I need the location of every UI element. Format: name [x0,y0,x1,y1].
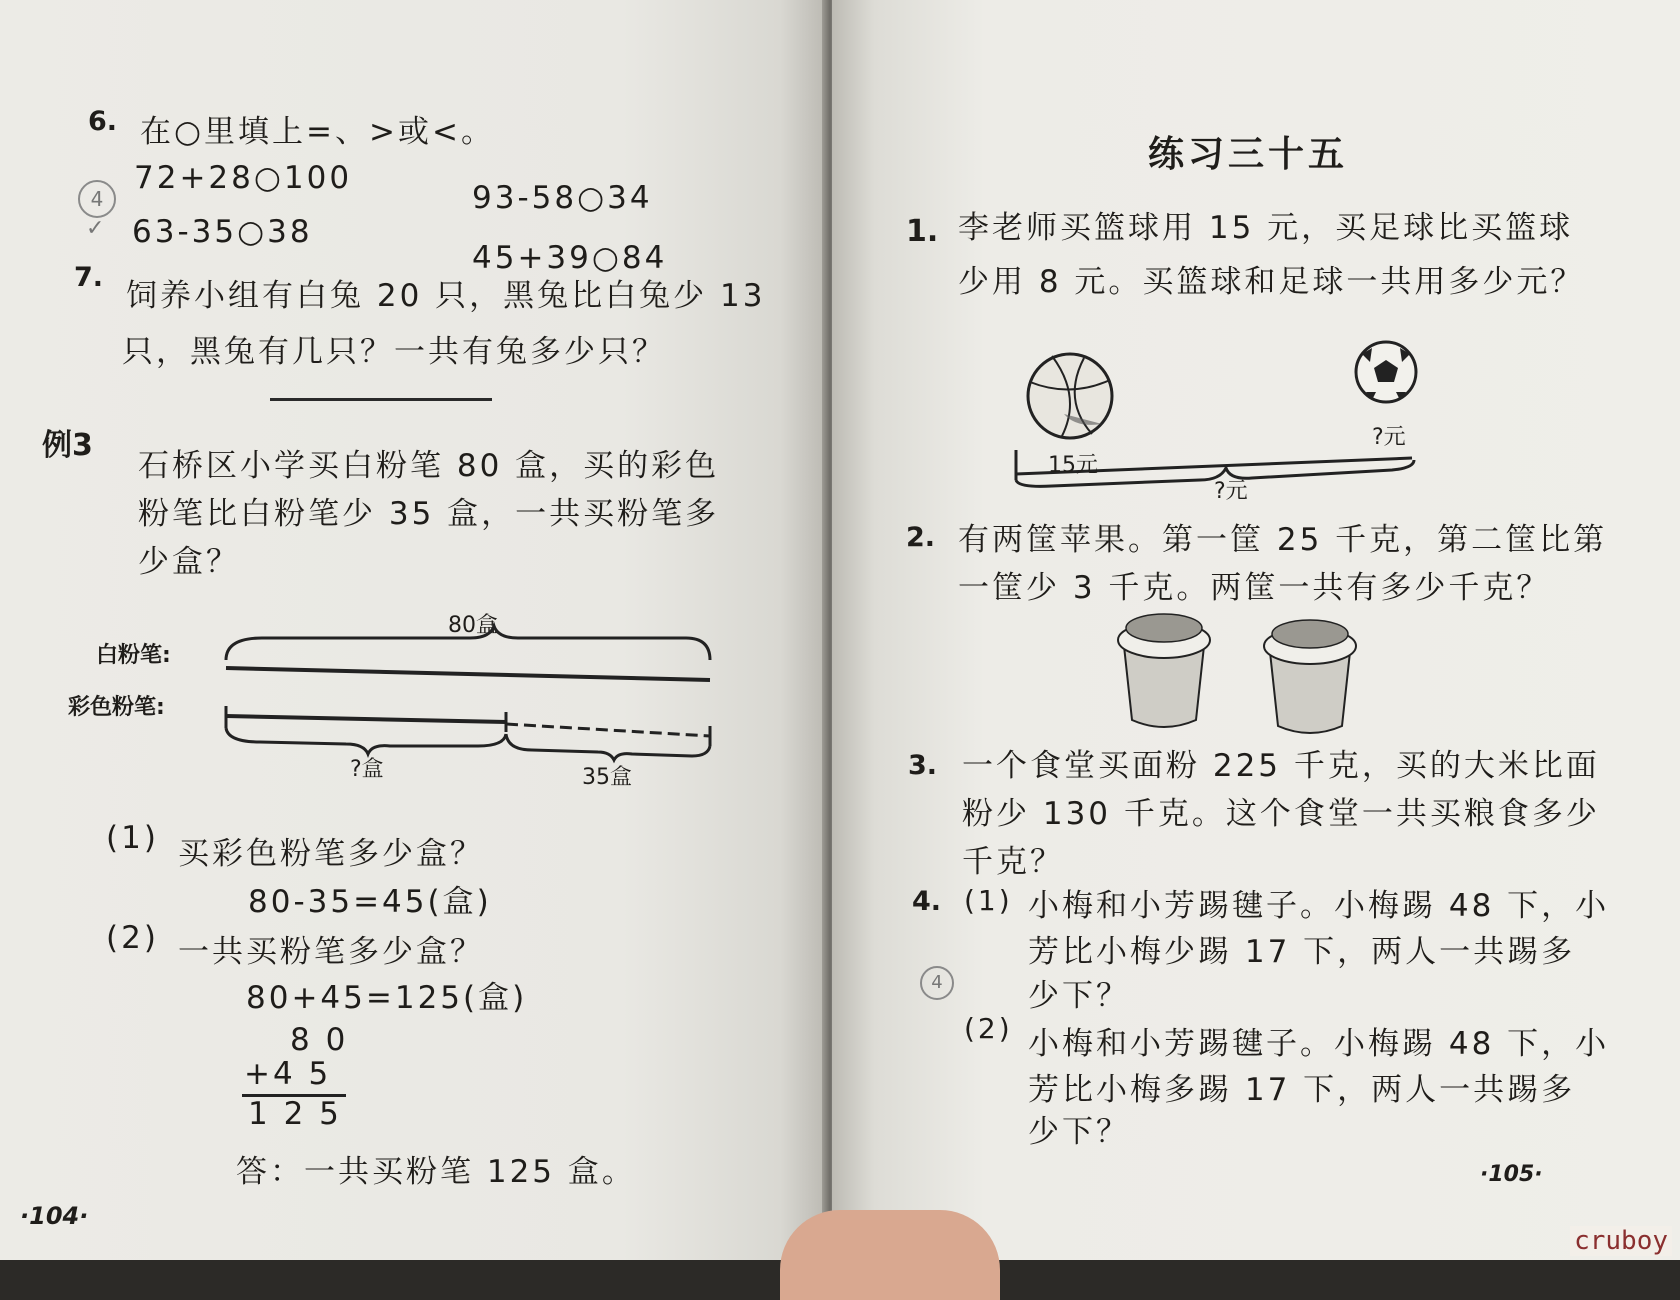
q1-line-2: 少用 8 元。买篮球和足球一共用多少元？ [958,264,1585,300]
q2-line-2: 一筐少 3 千克。两筐一共有多少千克？ [958,570,1551,606]
watermark: cruboy [1570,1226,1672,1256]
diagram-diff-label: 35盒 [582,765,632,790]
step-2-question: 一共买粉笔多少盒？ [178,934,484,970]
exercise-title: 练习三十五 [1148,134,1349,175]
page-number-left: ·104· [20,1202,89,1230]
left-page [0,0,830,1260]
q6-item-3: 63-35○38 [132,214,313,250]
basketball-price-label: 15元 [1048,453,1098,478]
handwritten-circle-mark: 4 [78,180,116,218]
q4-part-2-marker: (2) [964,1012,1013,1045]
football-price-label: ?元 [1372,425,1406,450]
apple-basket-icon [1118,614,1210,727]
example-line-3: 少盒？ [138,544,240,580]
q7-line-2: 只，黑兔有几只？一共有兔多少只？ [122,334,666,370]
handwritten-check-icon: ✓ [86,216,105,241]
example-label: 例3 [42,428,93,463]
q6-instruction: 在○里填上=、>或<。 [140,114,495,150]
example-line-1: 石桥区小学买白粉笔 80 盒，买的彩色 [138,448,720,484]
apple-basket-icon [1264,620,1356,733]
q6-number: 6. [88,106,118,137]
page-number-right: ·105· [1480,1162,1543,1187]
diagram-unknown-label: ?盒 [350,757,384,782]
q4-part-2-line-1: 小梅和小芳踢毽子。小梅踢 48 下，小 [1028,1026,1610,1062]
example-line-2: 粉笔比白粉笔少 35 盒，一共买粉笔多 [138,496,720,532]
q4-part-1-line-1: 小梅和小芳踢毽子。小梅踢 48 下，小 [1028,888,1610,924]
example-answer: 答：一共买粉笔 125 盒。 [236,1154,636,1190]
vertical-middle: +4 5 [244,1056,332,1092]
step-1-equation: 80-35=45(盒) [248,884,492,920]
q4-part-2-line-3: 少下？ [1028,1114,1130,1150]
thumb [780,1210,1000,1300]
right-page [832,0,1680,1260]
q6-item-2: 93-58○34 [472,180,653,216]
q3-line-2: 粉少 130 千克。这个食堂一共买粮食多少 [962,796,1600,832]
diagram-color-chalk-label: 彩色粉笔: [68,695,165,720]
diagram-total-label: 80盒 [448,613,498,638]
q6-item-4: 45+39○84 [472,240,668,276]
step-1-question: 买彩色粉笔多少盒？ [178,836,484,872]
q3-number: 3. [908,750,938,781]
q4-part-2-line-2: 芳比小梅多踢 17 下，两人一共踢多 [1028,1072,1576,1108]
q4-number: 4. [912,886,942,917]
q7-line-1: 饲养小组有白兔 20 只，黑兔比白兔少 13 [126,278,766,314]
q1-line-1: 李老师买篮球用 15 元，买足球比买篮球 [958,210,1574,246]
total-price-label: ?元 [1214,479,1248,504]
q7-number: 7. [74,262,104,293]
q4-part-1-line-3: 少下？ [1028,978,1130,1014]
q2-number: 2. [906,522,936,553]
diagram-white-chalk-label: 白粉笔: [96,643,171,668]
vertical-top: 8 0 [290,1022,349,1058]
q4-part-1-marker: (1) [964,884,1013,917]
q3-line-1: 一个食堂买面粉 225 千克，买的大米比面 [962,748,1600,784]
vertical-result: 1 2 5 [248,1096,342,1132]
q2-line-1: 有两筐苹果。第一筐 25 千克，第二筐比第 [958,522,1608,558]
handwritten-circle-mark: 4 [920,966,954,1000]
step-2-marker: (2) [106,920,159,956]
chalk-segment-diagram [0,0,830,1260]
q6-item-1: 72+28○100 [134,160,353,196]
q3-line-3: 千克？ [962,844,1064,880]
step-2-equation: 80+45=125(盒) [246,980,528,1016]
q4-part-1-line-2: 芳比小梅少踢 17 下，两人一共踢多 [1028,934,1576,970]
q1-number: 1. [906,214,939,249]
step-1-marker: (1) [106,820,159,856]
